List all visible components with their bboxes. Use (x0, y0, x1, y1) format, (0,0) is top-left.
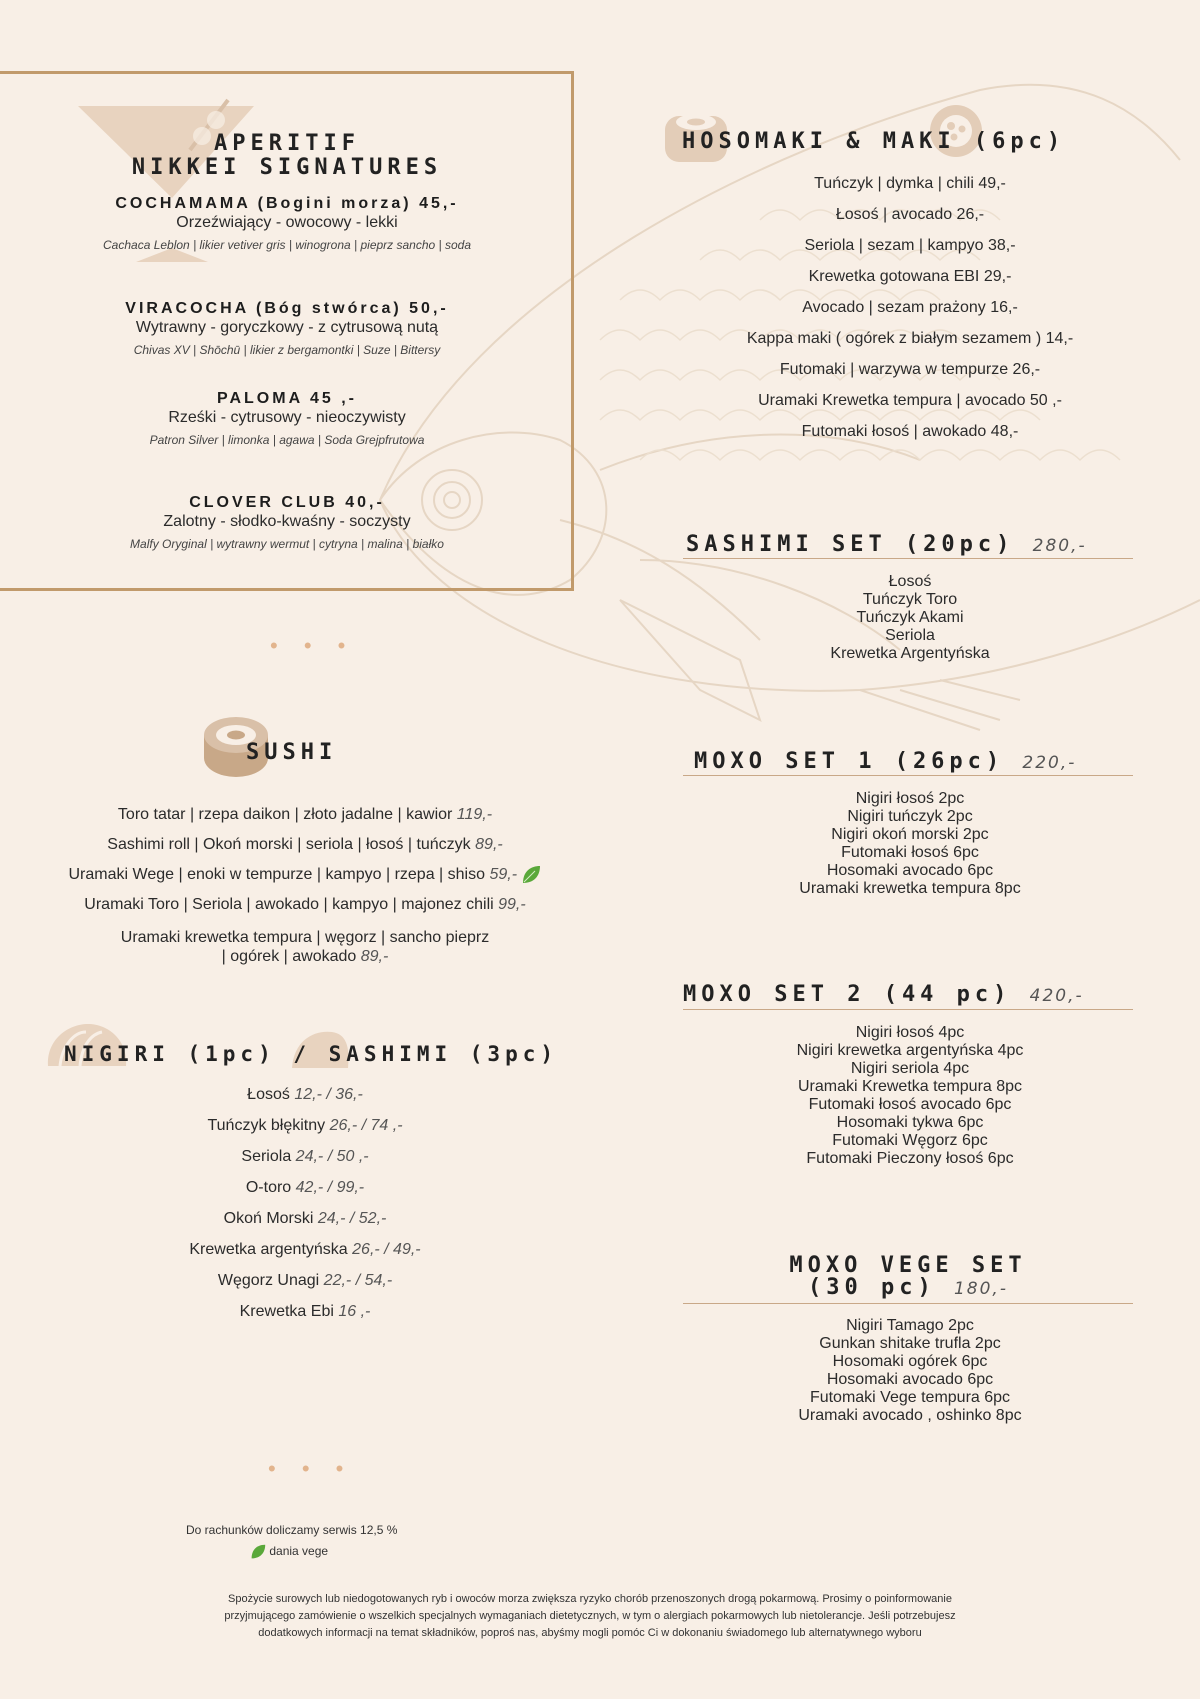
list-item: Hosomaki tykwa 6pc (836, 1114, 984, 1131)
set-name: MOXO SET 1 (26pc) (694, 749, 1005, 774)
item-price: 22,- / 54,- (323, 1272, 393, 1289)
list-item: Łosoś (888, 573, 932, 590)
sushi-list (40, 800, 570, 966)
moxo-vege-subtitle (683, 1275, 1133, 1300)
moxo-set-2-list (680, 1024, 1140, 1168)
disclaimer-line: przyjmującego zamówienie o wszelkich specjalnych wymaganiach dietetycznych, w tym o alergiach pokarmowych lub nietolerancje. Jeśli potrzebujesz (224, 1610, 956, 1622)
set-price: 420,- (1029, 986, 1084, 1006)
list-item: Nigiri łosoś 2pc (855, 790, 965, 807)
list-item: Krewetka gotowana EBI 29,- (808, 268, 1012, 285)
item-price: 12,- / 36,- (294, 1086, 363, 1103)
aperitif-title: APERITIF (214, 131, 360, 156)
nigiri-list (40, 1079, 570, 1327)
drink-ingredients: Patron Silver | limonka | agawa | Soda Grejpfrutowa (149, 433, 425, 447)
set-name: MOXO SET 2 (44 pc) (683, 982, 1012, 1007)
list-item (40, 1203, 570, 1234)
list-item: Nigiri krewetka argentyńska 4pc (796, 1042, 1024, 1059)
item-text: Toro tatar | rzepa daikon | złoto jadalne | kawior (117, 806, 453, 823)
list-item: Avocado | sezam prażony 16,- (802, 299, 1018, 316)
item-price: 89,- (475, 836, 503, 853)
item-text: Uramaki Toro | Seriola | awokado | kampyo | majonez chili (84, 896, 494, 913)
vege-leaf-icon (521, 865, 541, 885)
list-item (40, 1172, 570, 1203)
list-item (40, 928, 570, 947)
list-item: Seriola (885, 627, 935, 644)
list-item: Hosomaki ogórek 6pc (832, 1353, 988, 1370)
item-text: Okoń Morski (223, 1210, 314, 1227)
item-text: Węgorz Unagi (217, 1272, 320, 1289)
divider-dots: • • • (270, 633, 356, 658)
set-price: 280,- (1032, 536, 1087, 556)
hosomaki-list (680, 168, 1140, 447)
list-item (40, 890, 570, 920)
disclaimer-line: dodatkowych informacji na temat składników, poproś nas, abyśmy mogli pomóc Ci w dokonaniu świadomego lub alternatywnego wyboru (258, 1627, 922, 1639)
list-item: Uramaki Krewetka tempura 8pc (797, 1078, 1023, 1095)
moxo-set-2-title (683, 982, 1084, 1007)
aperitif-subtitle: NIKKEI SIGNATURES (131, 155, 443, 180)
list-item (40, 1234, 570, 1265)
divider-line (683, 558, 1133, 559)
drink-description: Rześki - cytrusowy - nieoczywisty (168, 409, 406, 426)
divider-dots: • • • (268, 1456, 354, 1481)
vege-legend (250, 1544, 328, 1560)
vege-leaf-icon (250, 1544, 266, 1560)
list-item (40, 1079, 570, 1110)
list-item: Kappa maki ( ogórek z białym sezamem ) 14,- (746, 330, 1074, 347)
item-text: Łosoś (247, 1086, 290, 1103)
moxo-set-1-title (694, 749, 1076, 774)
drink-description: Orzeźwiający - owocowy - lekki (176, 214, 398, 231)
divider-line (683, 1303, 1133, 1304)
item-text: Krewetka argentyńska (189, 1241, 348, 1258)
moxo-vege-title: MOXO VEGE SET (789, 1253, 1027, 1278)
set-name: SASHIMI SET (20pc) (686, 532, 1015, 557)
list-item (40, 1141, 570, 1172)
list-item (40, 830, 570, 860)
list-item: Gunkan shitake trufla 2pc (819, 1335, 1001, 1352)
list-item (40, 1265, 570, 1296)
list-item: Tuńczyk | dymka | chili 49,- (814, 175, 1006, 192)
list-item: Futomaki | warzywa w tempurze 26,- (779, 361, 1041, 378)
list-item: Futomaki Vege tempura 6pc (809, 1389, 1011, 1406)
drink-description: Wytrawny - goryczkowy - z cytrusową nutą (135, 319, 439, 336)
item-price: 89,- (360, 948, 389, 965)
sashimi-set-title (686, 532, 1087, 557)
list-item: Uramaki avocado , oshinko 8pc (798, 1407, 1022, 1424)
disclaimer-line: Spożycie surowych lub niedogotowanych ryb i owoców morza zwiększa ryzyko chorób przenoszonych drogą pokarmową. Prosimy o poinformowanie (228, 1593, 952, 1605)
item-text: Krewetka Ebi (239, 1303, 334, 1320)
list-item (40, 1296, 570, 1327)
list-item: Futomaki łosoś | awokado 48,- (801, 423, 1019, 440)
drink-description: Zalotny - słodko-kwaśny - soczysty (163, 513, 411, 530)
item-text: Seriola (241, 1148, 292, 1165)
list-item: Seriola | sezam | kampyo 38,- (804, 237, 1016, 254)
set-price: 220,- (1022, 753, 1077, 773)
list-item: Hosomaki avocado 6pc (826, 1371, 994, 1388)
drink-ingredients: Malfy Oryginal | wytrawny wermut | cytryna | malina | białko (130, 537, 444, 551)
item-price: 16 ,- (338, 1303, 371, 1320)
list-item: Nigiri Tamago 2pc (846, 1317, 974, 1334)
list-item: Uramaki Krewetka tempura | avocado 50 ,- (758, 392, 1062, 409)
sashimi-set-list (680, 573, 1140, 663)
item-price: 26,- / 49,- (352, 1241, 421, 1258)
aperitif-item (0, 390, 574, 447)
item-price: 119,- (456, 806, 493, 823)
aperitif-item (0, 195, 574, 252)
list-item (40, 947, 570, 966)
list-item: Nigiri łosoś 4pc (855, 1024, 965, 1041)
divider-line (683, 1009, 1133, 1010)
allergy-disclaimer (150, 1591, 1030, 1642)
item-text: Uramaki krewetka tempura | węgorz | sancho pieprz (120, 929, 490, 946)
vege-label: dania vege (269, 1544, 329, 1559)
list-item (40, 1110, 570, 1141)
drink-name: PALOMA 45 ,- (216, 390, 357, 407)
list-item: Łosoś | avocado 26,- (835, 206, 985, 223)
list-item: Futomaki Węgorz 6pc (832, 1132, 988, 1149)
list-item: Uramaki krewetka tempura 8pc (799, 880, 1021, 897)
item-price: 42,- / 99,- (295, 1179, 365, 1196)
divider-line (683, 775, 1133, 776)
list-item: Tuńczyk Toro (862, 591, 958, 608)
list-item: Futomaki łosoś avocado 6pc (808, 1096, 1012, 1113)
drink-name: CLOVER CLUB 40,- (189, 494, 385, 511)
drink-ingredients: Chivas XV | Shōchū | likier z bergamontki | Suze | Bittersy (133, 343, 441, 357)
item-text: O-toro (245, 1179, 292, 1196)
aperitif-item (0, 300, 574, 357)
moxo-set-1-list (680, 790, 1140, 898)
list-item: Hosomaki avocado 6pc (826, 862, 994, 879)
aperitif-item (0, 494, 574, 551)
list-item (40, 800, 570, 830)
item-text: | ogórek | awokado (221, 948, 357, 965)
set-name: (30 pc) (808, 1275, 936, 1300)
nigiri-title: NIGIRI (1pc) / SASHIMI (3pc) (64, 1042, 559, 1066)
list-item: Futomaki Pieczony łosoś 6pc (806, 1150, 1014, 1167)
item-text: Tuńczyk błękitny (207, 1117, 326, 1134)
item-price: 26,- / 74 ,- (329, 1117, 403, 1134)
drink-name: COCHAMAMA (Bogini morza) 45,- (115, 195, 459, 212)
hosomaki-title: HOSOMAKI & MAKI (6pc) (682, 129, 1066, 154)
list-item: Nigiri tuńczyk 2pc (847, 808, 973, 825)
list-item: Nigiri okoń morski 2pc (831, 826, 989, 843)
list-item: Futomaki łosoś 6pc (841, 844, 979, 861)
list-item (40, 860, 570, 890)
sushi-title: SUSHI (246, 740, 338, 765)
item-price: 24,- / 50 ,- (295, 1148, 369, 1165)
list-item: Krewetka Argentyńska (830, 645, 990, 662)
drink-name: VIRACOCHA (Bóg stwórca) 50,- (125, 300, 449, 317)
item-price: 59,- (489, 866, 518, 883)
list-item: Tuńczyk Akami (856, 609, 964, 626)
item-text: Sashimi roll | Okoń morski | seriola | łosoś | tuńczyk (107, 836, 471, 853)
item-price: 99,- (498, 896, 526, 913)
drink-ingredients: Cachaca Leblon | likier vetiver gris | winogrona | pieprz sancho | soda (103, 238, 471, 252)
item-price: 24,- / 52,- (317, 1210, 387, 1227)
item-text: Uramaki Wege | enoki w tempurze | kampyo | rzepa | shiso (68, 866, 485, 883)
set-price: 180,- (953, 1279, 1008, 1299)
service-charge-note: Do rachunków doliczamy serwis 12,5 % (186, 1523, 398, 1537)
list-item: Nigiri seriola 4pc (850, 1060, 970, 1077)
moxo-vege-list (680, 1317, 1140, 1425)
